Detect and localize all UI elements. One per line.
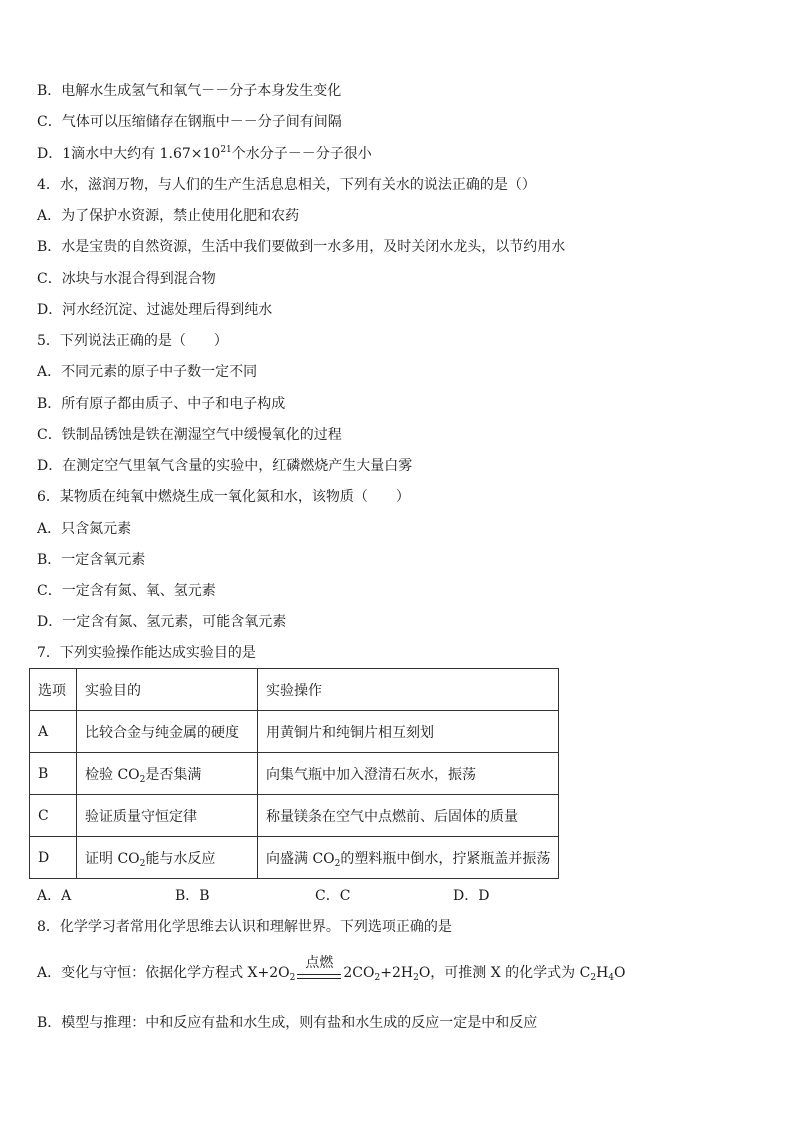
q5-option-b: B．所有原子都由质子、中子和电子构成 [37, 396, 286, 412]
row-goal: 比较合金与纯金属的硬度 [77, 711, 258, 753]
row-goal [77, 753, 258, 795]
goal-text-end: 是否集满 [145, 766, 202, 783]
q3-option-d [37, 143, 372, 165]
q4-stem: 4．水，滋润万物，与人们的生产生活息息相关，下列有关水的说法正确的是（） [37, 177, 536, 193]
q8-option-a [37, 955, 626, 984]
operation-text: 向盛满 CO [266, 850, 335, 867]
table-row [30, 711, 559, 753]
table-header-row [30, 669, 559, 711]
q6-stem: 6．某物质在纯氧中燃烧生成一氧化氮和水，该物质（ ） [37, 489, 410, 505]
q8a-sub: 4 [608, 973, 615, 983]
goal-subscript: 2 [139, 774, 146, 785]
header-goal: 实验目的 [77, 669, 258, 711]
q8a-text: +2H [380, 965, 414, 981]
q4-option-b: B．水是宝贵的自然资源，生活中我们要做到一水多用，及时关闭水龙头，以节约用水 [37, 239, 566, 255]
q7-stem: 7．下列实验操作能达成实验目的是 [37, 645, 256, 661]
reaction-condition: 点燃 [305, 955, 334, 971]
q5-option-d: D．在测定空气里氧气含量的实验中，红磷燃烧产生大量白雾 [37, 458, 413, 474]
q5-option-c: C．铁制品锈蚀是铁在潮湿空气中缓慢氧化的过程 [37, 427, 342, 443]
reaction-arrow [297, 955, 341, 979]
table-row [30, 837, 559, 879]
goal-text: 证明 CO [85, 850, 140, 867]
q6-option-b: B．一定含氧元素 [37, 552, 146, 568]
q8a-text: O [614, 965, 626, 981]
q8a-text: A．变化与守恒：依据化学方程式 X+2O [37, 965, 290, 981]
row-option: D [30, 837, 77, 879]
q3-option-d-text-end: 个水分子－－分子很小 [231, 146, 372, 162]
q8a-sub: 2 [413, 973, 419, 983]
q6-option-c: C．一定含有氮、氧、氢元素 [37, 583, 216, 599]
goal-subscript: 2 [139, 858, 146, 869]
operation-subscript: 2 [334, 858, 341, 869]
header-operation: 实验操作 [258, 669, 559, 711]
operation-text-end: 的塑料瓶中倒水，拧紧瓶盖并振荡 [340, 850, 551, 867]
row-operation [258, 837, 559, 879]
q5-stem: 5．下列说法正确的是（ ） [37, 333, 228, 349]
q3-option-d-exponent: 21 [220, 145, 232, 155]
row-goal: 验证质量守恒定律 [77, 795, 258, 837]
row-goal [77, 837, 258, 879]
q3-option-c: C．气体可以压缩储存在钢瓶中－－分子间有间隔 [37, 114, 342, 130]
row-operation: 用黄铜片和纯铜片相互刻划 [258, 711, 559, 753]
row-option: C [30, 795, 77, 837]
goal-text-end: 能与水反应 [145, 850, 216, 867]
q7-choice-a: A．A [37, 888, 72, 904]
q3-option-d-text: D．1滴水中大约有 1.67×10 [37, 146, 221, 162]
header-option: 选项 [30, 669, 77, 711]
q8a-text: O，可推测 X 的化学式为 C [418, 965, 591, 981]
q6-option-d: D．一定含有氮、氢元素，可能含氧元素 [37, 614, 287, 630]
equals-bar [297, 974, 341, 979]
row-option: B [30, 753, 77, 795]
q7-experiment-table [29, 668, 559, 879]
q3-option-b: B．电解水生成氢气和氧气－－分子本身发生变化 [37, 83, 342, 99]
q7-choice-c: C．C [315, 888, 351, 904]
q8a-sub: 2 [289, 973, 296, 983]
q5-option-a: A．不同元素的原子中子数一定不同 [37, 364, 258, 380]
row-operation: 称量镁条在空气中点燃前、后固体的质量 [258, 795, 559, 837]
q4-option-d: D．河水经沉淀、过滤处理后得到纯水 [37, 302, 273, 318]
q8a-sub: 2 [590, 973, 597, 983]
q6-option-a: A．只含氮元素 [37, 521, 132, 537]
q8-option-b: B．模型与推理：中和反应有盐和水生成，则有盐和水生成的反应一定是中和反应 [37, 1015, 538, 1031]
q4-option-c: C．冰块与水混合得到混合物 [37, 271, 216, 287]
q8-stem: 8．化学学习者常用化学思维去认识和理解世界。下列选项正确的是 [37, 919, 452, 935]
q7-choice-b: B．B [175, 888, 210, 904]
row-option: A [30, 711, 77, 753]
q8a-text: H [596, 965, 609, 981]
table-row [30, 795, 559, 837]
q4-option-a: A．为了保护水资源，禁止使用化肥和农药 [37, 208, 300, 224]
q8a-sub: 2 [374, 973, 381, 983]
q7-choice-d: D．D [453, 888, 490, 904]
goal-text: 检验 CO [85, 766, 140, 783]
table-row [30, 753, 559, 795]
q8a-text: 2CO [343, 965, 375, 981]
row-operation: 向集气瓶中加入澄清石灰水，振荡 [258, 753, 559, 795]
